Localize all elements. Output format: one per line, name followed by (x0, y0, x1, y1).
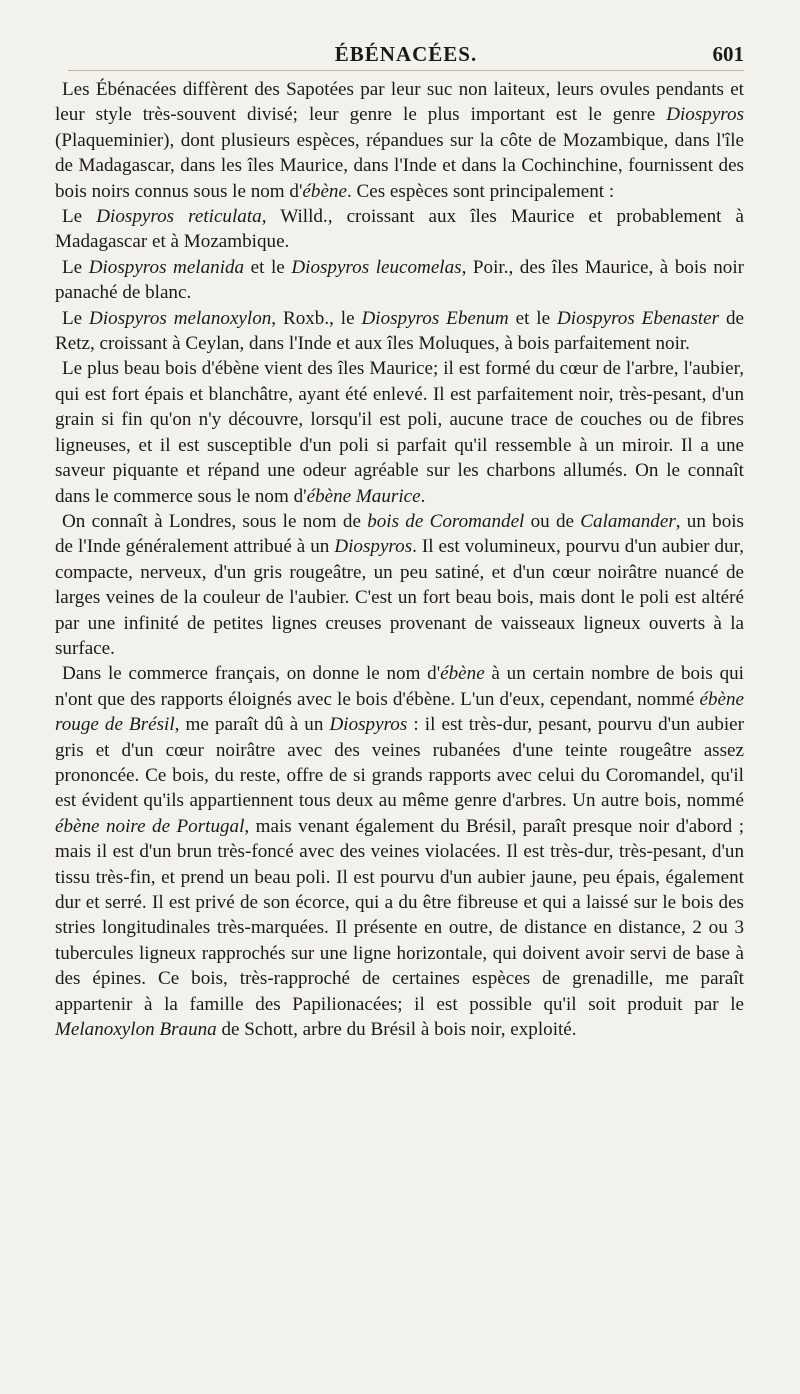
italic-term: Diospyros (666, 104, 744, 126)
italic-term: Diospyros Ebenaster (556, 307, 720, 329)
page-number: 601 (712, 42, 744, 66)
italic-term: Diospyros (329, 714, 408, 736)
paragraph (55, 204, 744, 255)
italic-term: Melanoxylon Brauna (55, 1019, 217, 1041)
running-title: ÉBÉNACÉES. (334, 42, 478, 66)
text-run: Le plus beau bois d'ébène vient des îles Maurice; il est formé du cœur de l'arbre, l'aubier, qui est fort épais et blanchâtre, ayant été enlevé. Il est parfaitement noir, très-pesant, d'un grain si fin qu'on n'y découvre, lorsqu'il est poli, aucune trace de couches ou de fibres ligneuses, et il est susceptible d'un poli si parfait qu'il ressemble à un miroir. Il a une saveur piquante et répand une odeur agréable sur les charbons allumés. On le connaît dans le commerce sous le nom d' (55, 358, 744, 507)
text-run: . (420, 485, 426, 507)
body-text (55, 77, 744, 1042)
paragraph (55, 661, 744, 1042)
text-run: , me paraît dû à un (174, 714, 330, 736)
text-run: et le (244, 256, 292, 278)
paragraph (55, 306, 744, 357)
running-header (68, 42, 744, 71)
paragraph (55, 255, 744, 306)
text-run: Le (62, 256, 89, 278)
text-run: (Plaqueminier), dont plusieurs espèces, répandues sur la côte de Mozambique, dans l'île de Madagascar, dans les îles Maurice, dans l'Inde et dans la Cochinchine, fournissent des bois noirs connus sous le nom d' (55, 129, 744, 202)
text-run: et le (508, 307, 557, 329)
text-run: , Poir., des îles Maurice, à bois noir panaché de blanc. (55, 256, 744, 304)
italic-term: Diospyros Ebenum (361, 307, 509, 329)
text-run: , mais venant également du Brésil, paraît presque noir d'abord ; mais il est d'un brun très-foncé avec des veines violacées. Il est très-dur, très-pesant, d'un tissu très-fin, et prend un beau poli. Il est pourvu d'un aubier jaune, peu épais, également dur et serré. Il est privé de son écorce, qui a du être fibreuse et qui a laissé sur le bois des stries longitudinales très-marquées. Il présente en outre, de distance en distance, 2 ou 3 tubercules ligneux rapprochés sur une ligne horizontale, qui doivent avoir servi de base à des épines. Ce bois, très-rapproché de certaines espèces de grenadille, me paraît appartenir à la famille des Papilionacées; il est possible qu'il soit produit par le (55, 815, 744, 1015)
text-run: Dans le commerce français, on donne le nom d' (62, 663, 441, 685)
text-run: Le (62, 206, 97, 228)
paragraph (55, 509, 744, 661)
italic-term: ébène noire de Portugal (55, 815, 245, 837)
italic-term: ébène Maurice (306, 485, 421, 507)
italic-term: bois de Coromandel (367, 510, 525, 532)
italic-term: ébène (440, 663, 485, 685)
text-run: de Schott, arbre du Brésil à bois noir, exploité. (216, 1019, 577, 1041)
text-run: . Il est volumineux, pourvu d'un aubier dur, compacte, nerveux, d'un gris rougeâtre, un peu satiné, et d'un cœur noirâtre nuancé de larges veines de la couleur de l'aubier. C'est un fort beau bois, mais dont le poli est altéré par une infinité de petites lignes creuses provenant de vaisseaux ligneux ouverts à la surface. (55, 536, 744, 659)
italic-term: Diospyros melanida (88, 256, 245, 278)
italic-term: Calamander (580, 510, 676, 532)
italic-term: Diospyros (334, 536, 413, 558)
paragraph (55, 356, 744, 508)
text-run: , un bois de l'Inde généralement attribué à un (55, 510, 744, 558)
text-run: , Willd., croissant aux îles Maurice et probablement à Madagascar et à Mozambique. (55, 206, 744, 253)
text-run: à un certain nombre de bois qui n'ont que des rapports éloignés avec le bois d'ébène. L'un d'eux, cependant, nommé (55, 663, 744, 710)
text-run: : il est très-dur, pesant, pourvu d'un aubier gris et d'un cœur noirâtre avec des veines rubanées d'une teinte rougeâtre assez prononcée. Ce bois, du reste, offre de si grands rapports avec celui du Coromandel, qu'il est évident qu'ils appartiennent tous deux au même genre d'arbres. Un autre bois, nommé (55, 714, 744, 812)
italic-term: Diospyros reticulata (96, 206, 262, 228)
italic-term: ébène rouge de Brésil (55, 688, 744, 736)
text-run: On connaît à Londres, sous le nom de (62, 510, 368, 532)
text-run: Le (62, 307, 90, 329)
italic-term: Diospyros leucomelas (291, 256, 462, 278)
text-run: , Roxb., le (271, 307, 362, 329)
text-run: de Retz, croissant à Ceylan, dans l'Inde et aux îles Moluques, à bois parfaitement noir. (55, 307, 745, 355)
text-run: . Ces espèces sont principalement : (346, 180, 615, 202)
italic-term: ébène (302, 180, 347, 202)
italic-term: Diospyros melanoxylon (89, 307, 272, 329)
paragraph (55, 77, 744, 204)
text-run: Les Ébénacées diffèrent des Sapotées par leur suc non laiteux, leurs ovules pendants et leur style très-souvent divisé; leur genre le plus important est le genre (55, 79, 744, 126)
text-run: ou de (524, 510, 581, 532)
